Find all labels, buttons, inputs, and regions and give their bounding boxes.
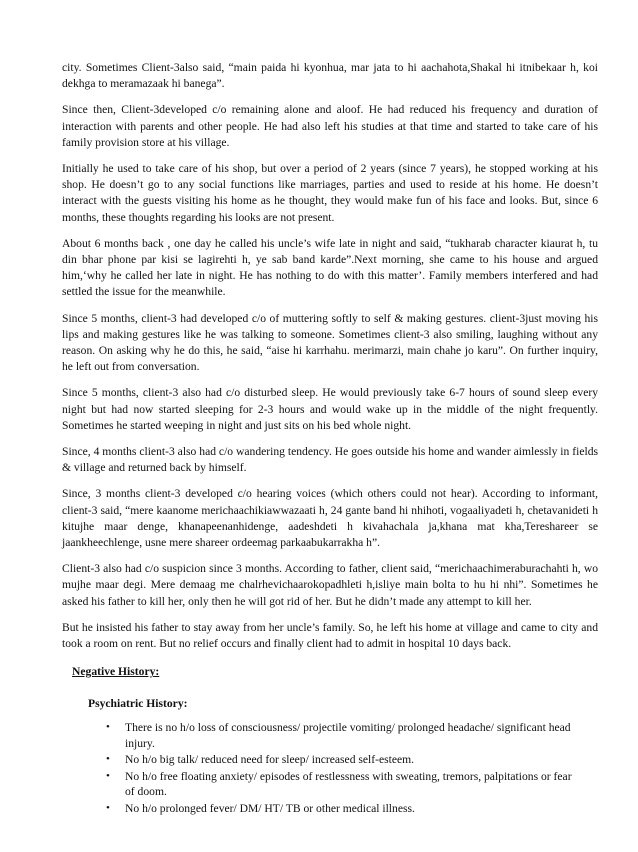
list-item-text: No h/o big talk/ reduced need for sleep/ increased self-esteem. — [125, 753, 415, 767]
paragraph-shop: Initially he used to take care of his shop, but over a period of 2 years (since 7 years), he stopped working at his shop. He doesn’t go to any social functions like marriages, parties and used to reside at his home. He doesn’t interact with the guests visiting his home as he thought, they would make fun of his face and looks. But, since 6 months, these thoughts regarding his looks are not present. — [62, 162, 598, 224]
bullet-icon: • — [106, 753, 110, 766]
paragraph-admission: But he insisted his father to stay away from her uncle’s family. So, he left his home at village and came to city and took a room on rent. But no relief occurs and finally client had to admit in hospital 10 days back. — [62, 620, 598, 651]
list-item-text: There is no h/o loss of consciousness/ projectile vomiting/ prolonged headache/ significant head injury. — [125, 721, 571, 750]
list-item — [106, 720, 580, 751]
paragraph-hearing-voices: Since, 3 months client-3 developed c/o hearing voices (which others could not hear). According to informant, client-3 said, “mere kaanome merichaachikiawwazaati h, 24 gante band hi nhihoti, vogaaliyadeti h, chetavanideti h kitujhe maar denge, khanapeenanhidenge, aadeshdeti h kivahachala ja,khana mat kha,Tereshareer se jaankheechlenge, usne mere shareer ordeemag parkaabukarrakha h”. — [62, 487, 598, 550]
document-page — [62, 60, 598, 817]
psychiatric-history-list — [106, 720, 580, 816]
list-item-text: No h/o prolonged fever/ DM/ HT/ TB or other medical illness. — [125, 801, 415, 815]
paragraph-muttering: Since 5 months, client-3 had developed c/o of muttering softly to self & making gestures. client-3just moving his lips and making gestures like he was talking to someone. Sometimes client-3 also smiling, laughing without any reason. On asking why he do this, he said, “aise hi karrhahu. merimarzi, main chahe jo karu”. On further inquiry, he left out from conversation. — [62, 311, 598, 374]
negative-history-heading: Negative History: — [72, 665, 160, 679]
bullet-icon: • — [106, 721, 110, 734]
paragraph-wandering: Since, 4 months client-3 also had c/o wandering tendency. He goes outside his home and wander aimlessly in fields & village and returned back by himself. — [62, 445, 598, 475]
paragraph-aloofness: Since then, Client-3developed c/o remaining alone and aloof. He had reduced his frequency and duration of interaction with parents and other people. He had also left his studies at that time and started to take care of his family provision store at his village. — [62, 103, 598, 149]
paragraph-sleep: Since 5 months, client-3 also had c/o disturbed sleep. He would previously take 6-7 hours of sound sleep every night but had now started sleeping for 2-3 hours and would wake up in the middle of the night frequently. Sometimes he started weeping in night and just sits on his bed whole night. — [62, 386, 598, 432]
bullet-icon: • — [106, 801, 110, 814]
bullet-icon: • — [106, 769, 110, 782]
list-item — [106, 752, 580, 768]
paragraph-uncle-wife-call: About 6 months back , one day he called his uncle’s wife late in night and said, “tukharab character kiaurat h, tu din bhar phone par kisi se lagirehti h, ye sab band karde”.Next morning, she came to his house and argued him,‘why he called her late in night. He has nothing to do with this matter’. Family members interfered and had settled the issue for the meanwhile. — [62, 236, 598, 299]
list-item — [106, 801, 580, 817]
paragraph-suspicion: Client-3 also had c/o suspicion since 3 months. According to father, client said, “merichaachimeraburachahti h, wo mujhe maar degi. Mere demaag me chalrhevichaarokopadhleti h,isliye main bolta to hu hi nhi”. Sometimes he asked his father to kill her, only then he will got rid of her. But he didn’t made any attempt to kill her. — [62, 562, 598, 608]
paragraph-intro-quote: city. Sometimes Client-3also said, “main paida hi kyonhua, mar jata to hi aachahota,Shakal hi itnibekaar h, koi dekhga to meramazaak hi banega”. — [62, 61, 598, 91]
list-item-text: No h/o free floating anxiety/ episodes of restlessness with sweating, tremors, palpitations or fear of doom. — [125, 769, 572, 799]
psychiatric-history-heading: Psychiatric History: — [88, 697, 188, 711]
list-item — [106, 769, 580, 800]
